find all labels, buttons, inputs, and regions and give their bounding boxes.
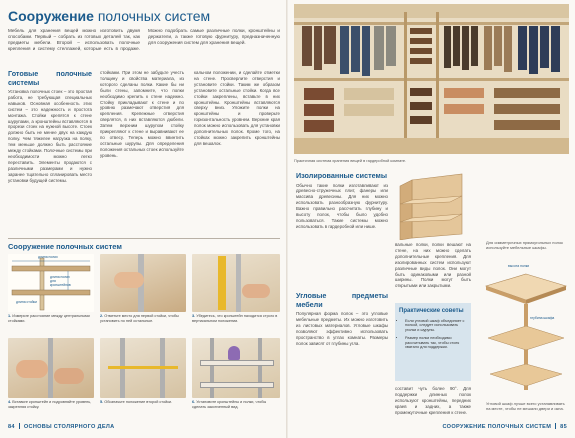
shelf-unit-diagram [392, 170, 492, 240]
diagram-label-shelf-length: длина полки [38, 255, 58, 259]
tip-item: • Если угловой шкаф объединяет с полкой, следует использовать уголки и шурупы. [405, 319, 467, 333]
tips-title: Практические советы [399, 308, 464, 314]
step-4-caption: 4. Вставьте кронштейн и подровняйте уровень, закрепляя стойку. [8, 400, 92, 409]
step-5-photo [100, 338, 186, 398]
right-footer-text: СООРУЖЕНИЕ ПОЛОЧНЫХ СИСТЕМ [442, 424, 552, 430]
corner-unit-illustration [484, 264, 568, 396]
intro-text: Мебель для хранения вещей можно изготовить двумя способами. Первый – собрать из готовых деталей так, как предметы мебели. Второй – использовать полочные крепления и систему стеллажей, которые есть в продаже. Можно подобрать самые различные полки, кронштейны и держатели, а также готовую фурнитуру, предназначенную для сооружения систем для хранения вещей. [8, 28, 280, 51]
corner-unit-caption: Угловой шкаф лучше всего устанавливать на месте, чтобы не мешали двери и окна. [486, 401, 565, 411]
wardrobe-illustration [294, 4, 569, 154]
column-2: стойками. При этом не забудьте учесть толщину и свойства материала, из которого сделаны полки. Какие бы ни были стены, запомните, что полки необходимо крепить к стене надежно. Стойку прикладывают к стене и по уровню размечают отверстия для крепления. Крепежные отверстия сверлятся, в них вставляются дюбели. Затем верхним шурупом стойку прикрепляют к стене и выравнивают ее по отвесу. Теперь можно ввинтить остальные шурупы. Для определения положения остальных стоек используйте уровень. [100, 70, 184, 158]
shelf-unit-illustration [392, 170, 492, 240]
column-4 [296, 172, 388, 230]
step-2-caption: 2. Отметьте место для первой стойки, чтобы установить по ней остальные. [100, 314, 179, 323]
steps-title: Сооружение полочных систем [8, 242, 122, 251]
tip-item: • Размер полки необходимо рассчитывать так, чтобы стоек хватало для поддержки. [405, 336, 467, 350]
left-page-number: 84 [8, 424, 15, 430]
step-5-caption: 5. Обозначьте положение второй стойки. [100, 400, 173, 404]
step-6-caption: 6. Установите кронштейны и полки, чтобы сделать законченный вид. [192, 400, 267, 409]
step-4-photo [8, 338, 94, 398]
tips-list [399, 319, 467, 351]
diagram-label-post-length: длина стойки [16, 300, 37, 304]
wardrobe-photo-caption: Практичная система хранения вещей в гардеробной комнате. [294, 158, 407, 163]
shelf-unit-caption: Для симметричных прямоугольных полок используйте мебельные шкафы. [486, 240, 563, 250]
page-title [8, 8, 210, 24]
diagram-label-height: высота полки [508, 264, 530, 268]
diagram-label-depth: глубина шкафа [530, 316, 555, 320]
step-4 [8, 338, 94, 410]
step-3 [192, 254, 280, 324]
step-6-photo [192, 338, 280, 398]
column-1-text: Установка полочных стоек – это простая работа, не требующая специальных навыков. Основная особенность этих систем – это надежность и простота монтажа. Стойки крепятся к стене шурупами, а кронштейны вставляются в прорези стоек на нужной высоте. Стоек должно быть не менее двух на каждую полку. Чем тяжелее нагрузка на полку, тем меньше должно быть расстояние между стойками. Полочные системы при необходимости можно легко переставить. Элементы продаются с различными размерами и нужно заранее тщательно спланировать место установки будущей системы. [8, 89, 92, 183]
step-2 [100, 254, 186, 324]
diagram-label-bracket-length: длина полки для кронштейнов [50, 275, 71, 287]
corner-unit-diagram [484, 264, 568, 396]
wardrobe-photo [294, 4, 569, 154]
step-5 [100, 338, 186, 405]
section-divider [8, 238, 280, 239]
left-footer [8, 423, 114, 430]
right-footer [442, 423, 567, 430]
column-7: составит чуть более 90°. Для поддержки длинных полок используют кронштейны, передних краев и задних, а также промежуточные крепления к стене. [395, 386, 471, 415]
step-3-photo [192, 254, 280, 312]
step-1 [8, 254, 94, 324]
section-title-isolated: Изолированные системы [296, 171, 387, 180]
column-3: кальном положении, и сделайте отметки на стене. Просверлите отверстия и установите стойки. Таким же образом установите остальные стойки. Когда все стойки закреплены, вставьте в них кронштейны. Кронштейны вставляются сверху вниз. Уложите полки на кронштейны и проверьте горизонтальность уровнем. Верхние края полок можно использовать для установки дополнительных полок. Кроме того, на стойках можно закрепить кронштейны для вешалок. [194, 70, 280, 146]
step-3-caption: 3. Убедитесь, что кронштейн находится строго в вертикальном положении. [192, 314, 278, 323]
left-footer-text: ОСНОВЫ СТОЛЯРНОГО ДЕЛА [23, 424, 115, 430]
step-1-caption: 1. Измерьте расстояние между центральными стойками. [8, 314, 90, 323]
step-1-diagram [8, 254, 94, 312]
step-6 [192, 338, 280, 410]
practical-tips-box [395, 303, 471, 381]
column-1 [8, 70, 92, 184]
section-title-ready-systems: Готовые полочные системы [8, 69, 92, 87]
title-light: полочных систем [97, 8, 211, 24]
right-page-number: 85 [560, 424, 567, 430]
column-5 [296, 292, 388, 346]
column-4-text: Обычно такие полки изготавливают из древесно-стружечных плит, фанеры или массива древесины. Для них можно использовать разнообразную фурнитуру. Важно правильно рассчитать глубину и высоту полок, чтобы было удобно пользоваться. Такие системы можно использовать в гардеробной или нише. [296, 182, 388, 229]
title-bold: Сооружение [8, 8, 94, 24]
step-2-photo [100, 254, 186, 312]
column-6: вальные полки, полки вешают на стене, на них можно сделать дополнительные крепления. Для изолированных систем используют различные виды полок. Они могут быть одинаковыми или разной ширины. Полки могут быть открытыми или закрытыми. [395, 242, 471, 289]
column-5-text: Популярная форма полок – это угловые мебельные предметы. Их можно изготовить из листовых материалов. Угловые шкафы позволяют эффективно использовать пространство в углах комнаты. Размеры полок зависят от глубины угла. [296, 311, 388, 346]
section-title-corner-furniture: Угловые предметы мебели [296, 291, 388, 309]
right-page [288, 0, 575, 438]
